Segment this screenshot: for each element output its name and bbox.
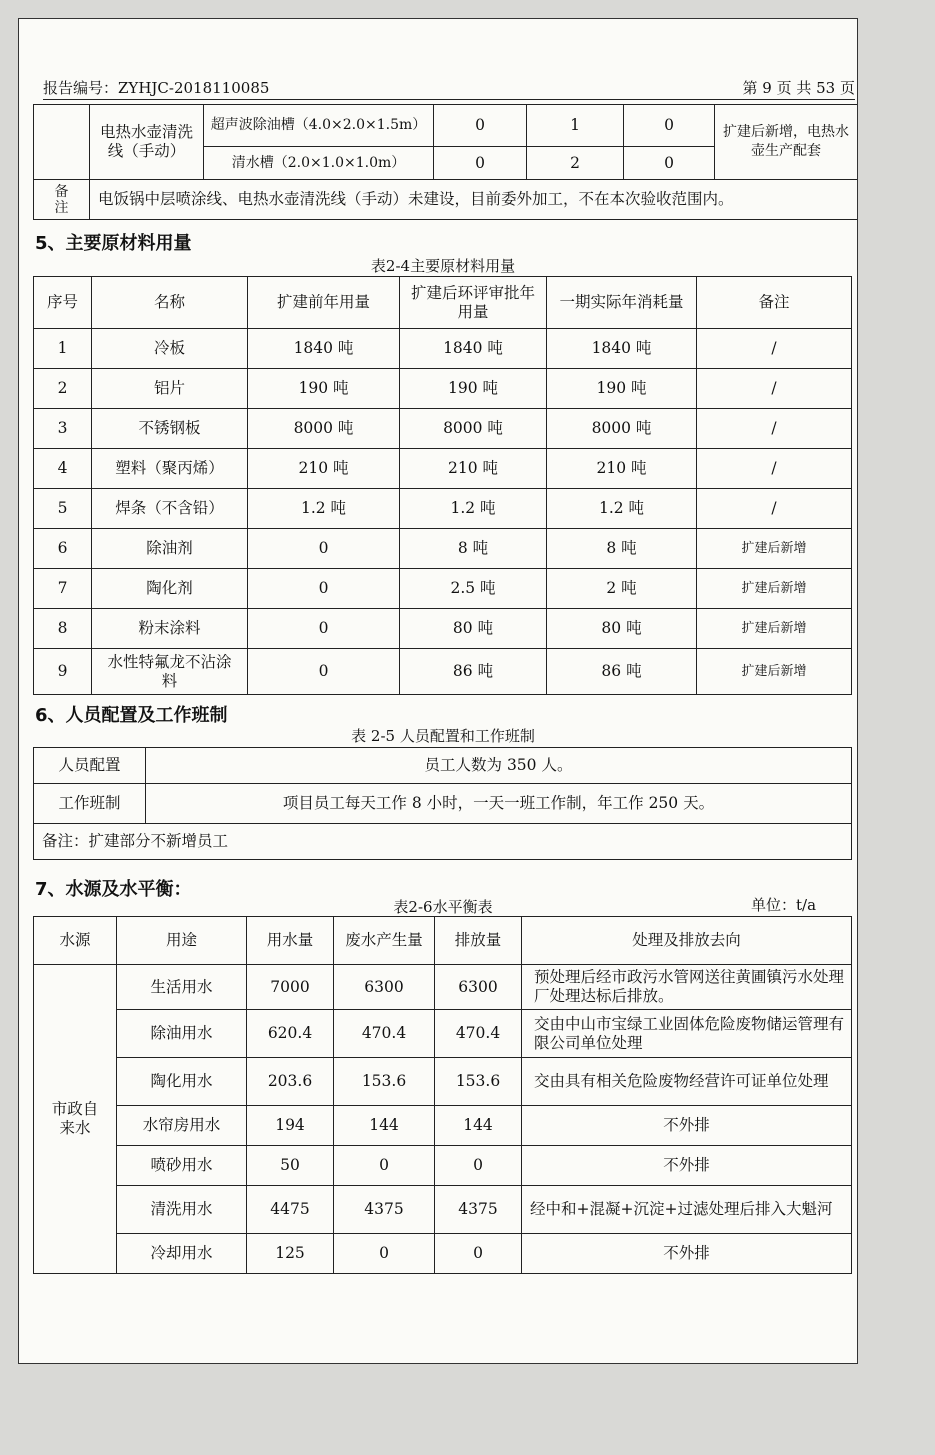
col-header: 扩建前年用量 [248, 277, 400, 329]
cell: 0 [435, 1146, 522, 1186]
equip-cell: 超声波除油槽（4.0×2.0×1.5m） [204, 105, 434, 147]
equipment-table-continued [33, 104, 858, 220]
cell: 80 吨 [400, 609, 547, 649]
cell: 不外排 [522, 1146, 852, 1186]
staffing-table [33, 747, 852, 860]
staffing-note: 备注：扩建部分不新增员工 [34, 824, 852, 860]
cell: 5 [34, 489, 92, 529]
col-header: 处理及排放去向 [522, 917, 852, 965]
cell: 80 吨 [547, 609, 697, 649]
col-header: 一期实际年消耗量 [547, 277, 697, 329]
cell: 交由具有相关危险废物经营许可证单位处理 [522, 1058, 852, 1106]
cell: 620.4 [247, 1010, 334, 1058]
table-row [34, 1146, 852, 1186]
cell: 生活用水 [117, 965, 247, 1010]
cell: 8000 吨 [547, 409, 697, 449]
report-number: 报告编号：ZYHJC-2018110085 [43, 79, 270, 97]
cell: 4 [34, 449, 92, 489]
cell: / [697, 489, 852, 529]
cell: 190 吨 [400, 369, 547, 409]
cell: 扩建后新增 [697, 649, 852, 695]
cell: 1.2 吨 [400, 489, 547, 529]
cell: 7000 [247, 965, 334, 1010]
note-label: 备注 [34, 180, 90, 220]
cell: 1840 吨 [547, 329, 697, 369]
cell: 203.6 [247, 1058, 334, 1106]
table-row [34, 529, 852, 569]
table-row [34, 1106, 852, 1146]
qty-cell: 0 [624, 147, 715, 180]
cell: 2 吨 [547, 569, 697, 609]
cell: 210 吨 [547, 449, 697, 489]
cell: 190 吨 [248, 369, 400, 409]
cell: 水帘房用水 [117, 1106, 247, 1146]
cell: 1 [34, 329, 92, 369]
cell: 8000 吨 [248, 409, 400, 449]
table-row [34, 329, 852, 369]
cell: 扩建后新增 [697, 529, 852, 569]
table-row [34, 409, 852, 449]
cell: 153.6 [334, 1058, 435, 1106]
cell: 1840 吨 [400, 329, 547, 369]
materials-table [33, 276, 852, 695]
cell: 0 [248, 609, 400, 649]
cell: 1840 吨 [248, 329, 400, 369]
cell: 陶化剂 [92, 569, 248, 609]
cell: 470.4 [334, 1010, 435, 1058]
table-row [34, 609, 852, 649]
cell: 0 [435, 1234, 522, 1274]
cell: 扩建后新增 [697, 609, 852, 649]
cell: 8 吨 [547, 529, 697, 569]
cell: 6 [34, 529, 92, 569]
cell: 不锈钢板 [92, 409, 248, 449]
col-header: 备注 [697, 277, 852, 329]
table-row [34, 489, 852, 529]
col-header: 用水量 [247, 917, 334, 965]
note-text: 电饭锅中层喷涂线、电热水壶清洗线（手动）未建设，目前委外加工，不在本次验收范围内。 [90, 180, 858, 220]
cell: 不外排 [522, 1106, 852, 1146]
cell: 190 吨 [547, 369, 697, 409]
cell: 预处理后经市政污水管网送往黄圃镇污水处理厂处理达标后排放。 [522, 965, 852, 1010]
table-2-6-caption: 表2-6水平衡表 [393, 898, 493, 916]
cell: 4475 [247, 1186, 334, 1234]
cell: 7 [34, 569, 92, 609]
cell: 清洗用水 [117, 1186, 247, 1234]
page-number: 第 9 页 共 53 页 [742, 79, 855, 97]
cell: 470.4 [435, 1010, 522, 1058]
cell: 50 [247, 1146, 334, 1186]
water-source-cell: 市政自来水 [34, 965, 117, 1274]
cell: 交由中山市宝绿工业固体危险废物储运管理有限公司单位处理 [522, 1010, 852, 1058]
page-header [43, 77, 855, 100]
cell: 塑料（聚丙烯） [92, 449, 248, 489]
cell: 8 [34, 609, 92, 649]
line-name-cell: 电热水壶清洗线（手动） [90, 105, 204, 180]
cell: 210 吨 [248, 449, 400, 489]
table-2-5-caption: 表 2-5 人员配置和工作班制 [351, 727, 535, 745]
section-7-heading: 7、水源及水平衡： [35, 879, 192, 900]
table-row [34, 1010, 852, 1058]
row-value: 员工人数为 350 人。 [146, 748, 852, 784]
equip-cell: 清水槽（2.0×1.0×1.0m） [204, 147, 434, 180]
col-header: 废水产生量 [334, 917, 435, 965]
table-row [34, 1234, 852, 1274]
cell: 9 [34, 649, 92, 695]
cell: 扩建后新增 [697, 569, 852, 609]
col-header: 水源 [34, 917, 117, 965]
cell: 6300 [334, 965, 435, 1010]
cell: 除油剂 [92, 529, 248, 569]
cell: 144 [334, 1106, 435, 1146]
cell: 125 [247, 1234, 334, 1274]
cell: 喷砂用水 [117, 1146, 247, 1186]
unit-label: 单位：t/a [751, 896, 817, 914]
cell: 0 [248, 529, 400, 569]
cell: 86 吨 [547, 649, 697, 695]
cell: 86 吨 [400, 649, 547, 695]
cell: 1.2 吨 [248, 489, 400, 529]
cell: 4375 [435, 1186, 522, 1234]
row-label: 工作班制 [34, 784, 146, 824]
cell: 不外排 [522, 1234, 852, 1274]
cell: / [697, 409, 852, 449]
qty-cell: 0 [434, 105, 527, 147]
cell: 4375 [334, 1186, 435, 1234]
cell: 210 吨 [400, 449, 547, 489]
water-balance-table [33, 916, 852, 1274]
table-row [34, 965, 852, 1010]
table-row [34, 1186, 852, 1234]
col-header: 排放量 [435, 917, 522, 965]
cell: 8 吨 [400, 529, 547, 569]
cell: 3 [34, 409, 92, 449]
qty-cell: 2 [527, 147, 624, 180]
cell: 1.2 吨 [547, 489, 697, 529]
section-5-heading: 5、主要原材料用量 [35, 233, 192, 254]
cell: 0 [248, 569, 400, 609]
qty-cell: 0 [434, 147, 527, 180]
section-6-heading: 6、人员配置及工作班制 [35, 705, 228, 726]
row-value: 项目员工每天工作 8 小时，一天一班工作制，年工作 250 天。 [146, 784, 852, 824]
cell: 194 [247, 1106, 334, 1146]
cell: 陶化用水 [117, 1058, 247, 1106]
cell: 铝片 [92, 369, 248, 409]
qty-cell: 0 [624, 105, 715, 147]
cell: 2 [34, 369, 92, 409]
cell: 144 [435, 1106, 522, 1146]
cell: / [697, 449, 852, 489]
table-row [34, 1058, 852, 1106]
cell: 0 [334, 1146, 435, 1186]
cell: 2.5 吨 [400, 569, 547, 609]
cell: 粉末涂料 [92, 609, 248, 649]
row-label: 人员配置 [34, 748, 146, 784]
col-header: 名称 [92, 277, 248, 329]
col-header: 扩建后环评审批年用量 [400, 277, 547, 329]
cell: / [697, 369, 852, 409]
qty-cell: 1 [527, 105, 624, 147]
cell: 0 [248, 649, 400, 695]
col-header: 用途 [117, 917, 247, 965]
col-header: 序号 [34, 277, 92, 329]
table-row [34, 369, 852, 409]
cell: 冷却用水 [117, 1234, 247, 1274]
cell: 6300 [435, 965, 522, 1010]
cell: / [697, 329, 852, 369]
remark-cell: 扩建后新增，电热水壶生产配套 [715, 105, 858, 180]
cell: 水性特氟龙不沾涂料 [92, 649, 248, 695]
table-row [34, 569, 852, 609]
cell: 8000 吨 [400, 409, 547, 449]
report-page [18, 18, 858, 1364]
cell: 焊条（不含铅） [92, 489, 248, 529]
table-2-4-caption: 表2-4主要原材料用量 [370, 257, 516, 275]
blank-cell [34, 105, 90, 180]
table-row [34, 649, 852, 695]
table-row [34, 449, 852, 489]
cell: 经中和+混凝+沉淀+过滤处理后排入大魁河 [522, 1186, 852, 1234]
cell: 除油用水 [117, 1010, 247, 1058]
cell: 153.6 [435, 1058, 522, 1106]
cell: 冷板 [92, 329, 248, 369]
cell: 0 [334, 1234, 435, 1274]
